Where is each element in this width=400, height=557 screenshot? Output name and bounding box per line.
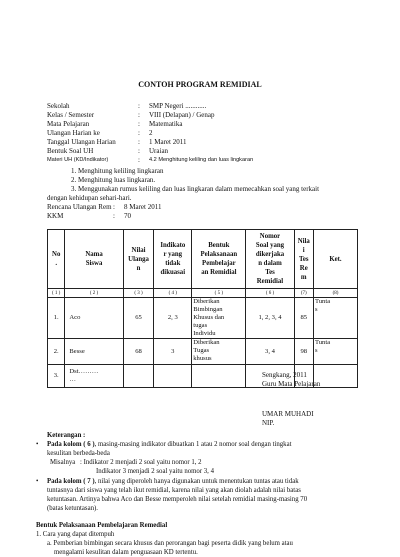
info-value: Uraian [149, 147, 169, 155]
info-colon: : [138, 120, 140, 128]
section-heading: Bentuk Pelaksanaan Pembelajaran Remedial [36, 522, 168, 529]
note-text: kesulitan berbeda-beda [47, 450, 110, 457]
info-colon: : [138, 102, 140, 110]
info-label: Tanggal Ulangan Harian [47, 138, 116, 146]
cell-score: 68 [123, 339, 154, 365]
col-number: ( 4 ) [154, 289, 192, 298]
header-questions: Nomor Soal yang dikerjaka n dalam Tes Remidial [246, 230, 294, 289]
header-indicators: Indikato r yang tidak dikuasai [154, 230, 192, 289]
note-column-7-text: , nilai yang diperoleh hanya digunakan untuk menentukan tuntas atau tidak [94, 478, 299, 485]
cell-remedial-score: 85 [294, 298, 313, 339]
note-text: ketuntasan. Artinya bahwa Aco dan Besse memperoleh nilai setelah remidial masing-masing 70 [47, 496, 308, 503]
notes-heading: Keterangan : [47, 432, 86, 439]
info-value: Matematika [149, 120, 183, 128]
section-item: a. Pemberian bimbingan secara khusus dan perorangan bagi peserta didik yang belum atau [47, 540, 293, 547]
note-example: Indikator 3 menjadi 2 soal yaitu nomor 3, 4 [96, 468, 214, 475]
indicator-line: 1. Menghitung keliling lingkaran [71, 167, 164, 175]
info-value: SMP Negeri ............ [149, 102, 207, 110]
col-number: ( 6 ) [246, 289, 294, 298]
bullet-icon: • [36, 478, 39, 485]
cell-score: 65 [123, 298, 154, 339]
note-text: (batas ketuntasan). [47, 505, 98, 512]
cell-indicators [154, 365, 192, 388]
cell-name: Dst……… … [65, 365, 123, 388]
note-column-7-label: Pada kolom ( 7 ) [47, 478, 95, 485]
info-colon: : [138, 147, 140, 155]
cell-form [192, 365, 246, 388]
info-value: 2 [149, 129, 153, 137]
cell-name: Besse [65, 339, 123, 365]
note-column-6-text: , masing-masing indikator dibuatkan 1 atau 2 nomor soal dengan tingkat [94, 441, 292, 448]
col-number: ( 2 ) [65, 289, 123, 298]
cell-no: 3. [48, 365, 65, 388]
note-text: tuntasnya dari siswa yang telah ikut remidial, karena nilai yang akan diolah adalah nilai batas [47, 487, 301, 494]
note-column-7 [47, 477, 299, 486]
cell-note: Tunta s [313, 298, 357, 339]
plan-label: Rencana Ulangan Rem [47, 203, 112, 211]
info-colon: : [138, 138, 140, 146]
signature-role: Guru Mata Pelajaran [262, 380, 321, 388]
info-colon: : [138, 156, 140, 164]
signature-nip: NIP. [262, 419, 275, 427]
cell-no: 1. [48, 298, 65, 339]
cell-name: Aco [65, 298, 123, 339]
table-row [48, 339, 358, 365]
cell-questions: 1, 2, 3, 4 [246, 298, 294, 339]
col-number: ( 5 ) [192, 289, 246, 298]
plan-colon: : [113, 203, 115, 211]
info-colon: : [138, 111, 140, 119]
info-value: 4.2 Menghitung keliling dan luas lingkaran [149, 157, 254, 163]
cell-form: Diberikan Bimbingan Khusus dan tugas Individu [192, 298, 246, 339]
plan-label: KKM [47, 212, 64, 220]
header-name: Nama Siswa [65, 230, 123, 289]
table-column-number-row [48, 289, 358, 298]
info-value: 1 Maret 2011 [149, 138, 187, 146]
note-column-6 [47, 440, 291, 449]
plan-value: 8 Maret 2011 [124, 203, 162, 211]
col-number: ( 1 ) [48, 289, 65, 298]
header-no: No . [48, 230, 65, 289]
col-number: (8) [313, 289, 357, 298]
cell-indicators: 2, 3 [154, 298, 192, 339]
indicator-line: dengan kehidupan sehari-hari. [47, 194, 132, 202]
cell-questions: 3, 4 [246, 339, 294, 365]
signature-name: UMAR MUHADI [262, 410, 314, 418]
cell-note: Tunta s [313, 339, 357, 365]
info-value: VIII (Delapan) / Genap [149, 111, 215, 119]
table-row [48, 298, 358, 339]
signature-place-date: Sengkang, 2011 [262, 371, 307, 379]
note-example: : Indikator 2 menjadi 2 soal yaitu nomor 1, 2 [80, 459, 202, 466]
bullet-icon: • [36, 441, 39, 448]
document-title: CONTOH PROGRAM REMIDIAL [138, 80, 262, 89]
info-colon: : [138, 129, 140, 137]
indicator-line: 3. Menggunakan rumus keliling dan luas lingkaran dalam memecahkan soal yang terkait [71, 185, 320, 193]
info-label: Ulangan Harian ke [47, 129, 100, 137]
header-note: Ket. [313, 230, 357, 289]
info-label: Bentuk Soal UH [47, 147, 94, 155]
indicator-line: 2. Menghitung luas lingkaran. [71, 176, 156, 184]
header-score: Nilai Ulanga n [123, 230, 154, 289]
info-label: Kelas / Semester [47, 111, 95, 119]
header-remedial-score: Nila i Tes Re m [294, 230, 313, 289]
cell-indicators: 3 [154, 339, 192, 365]
note-column-6-label: Pada kolom ( 6 ) [47, 441, 95, 448]
section-item: mengalami kesulitan dalam penguasaan KD tertentu. [54, 549, 198, 556]
cell-no: 2. [48, 339, 65, 365]
header-form: Bentuk Pelaksanaan Pembelajar an Remidial [192, 230, 246, 289]
cell-form: Diberikan Tugas khusus [192, 339, 246, 365]
section-item: 1. Cara yang dapat ditempuh [36, 531, 115, 538]
info-label: Mata Pelajaran [47, 120, 90, 128]
info-label: Sekolah [47, 102, 70, 110]
plan-value: 70 [124, 212, 131, 220]
table-header-row [48, 230, 358, 289]
remedial-table [47, 229, 358, 388]
plan-colon: : [113, 212, 115, 220]
cell-remedial-score: 98 [294, 339, 313, 365]
note-example-label: Misalnya [50, 459, 76, 466]
cell-score [123, 365, 154, 388]
info-label: Materi UH (KD/Indikator) [47, 157, 109, 163]
col-number: (7) [294, 289, 313, 298]
col-number: ( 3 ) [123, 289, 154, 298]
